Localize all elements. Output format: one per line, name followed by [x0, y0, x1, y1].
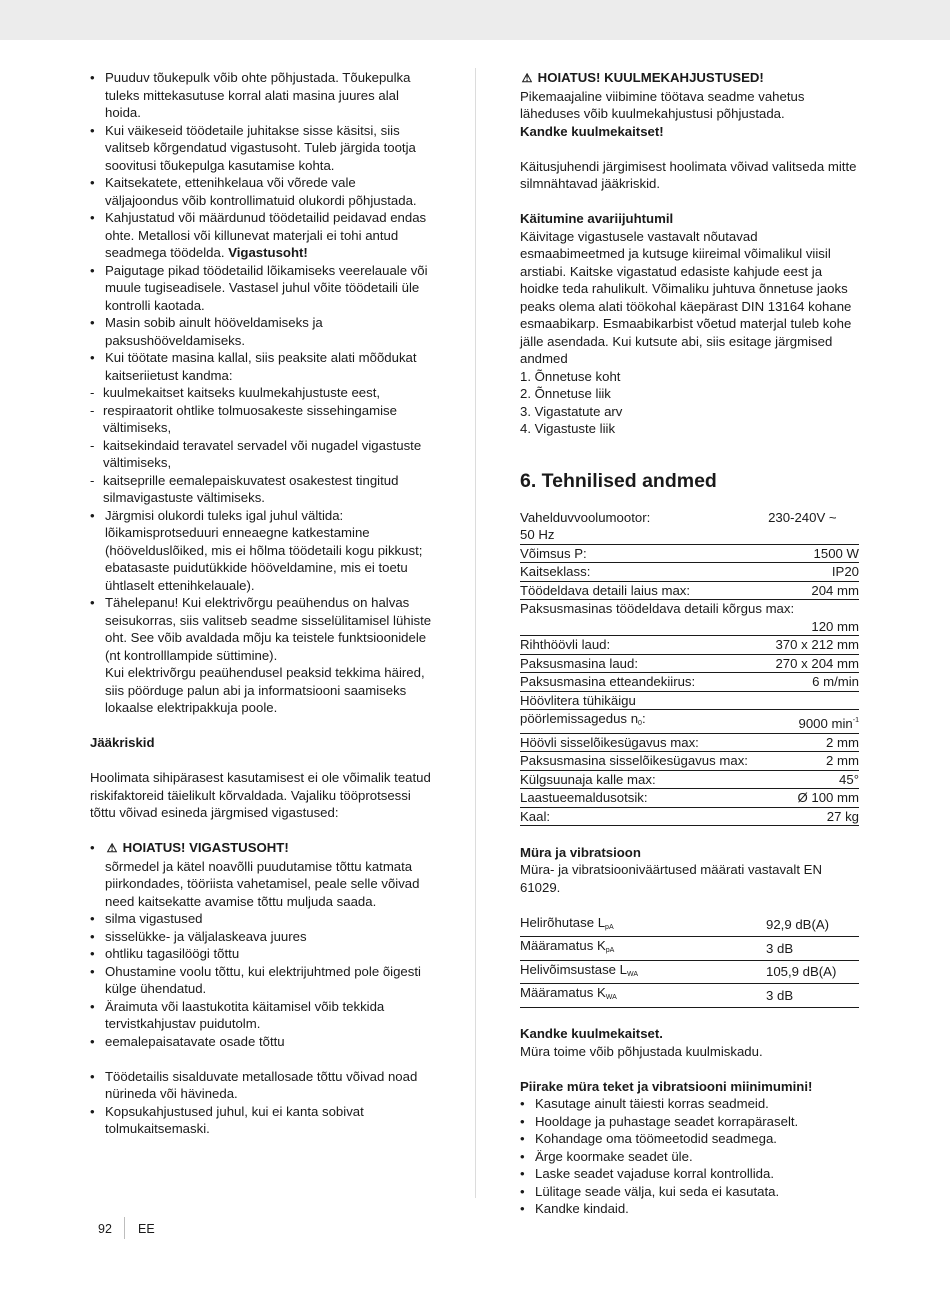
emergency-item: 1. Õnnetuse koht — [520, 368, 621, 384]
spec-value: 50 Hz — [520, 526, 859, 544]
list-item-text: sõrmedel ja kätel noavõlli puudutamise tõttu katmata piirkondades, tööriista vahetamisel, peale selle võivad need kaitsekatte avamise tõttu muljuda saada. — [105, 858, 420, 909]
list-item: • Kandke kindaid. — [520, 1200, 860, 1218]
table-row — [520, 509, 859, 527]
list-item: • Kopsukahjustused juhul, kui ei kanta sobivat tolmukaitsemaski. — [90, 1103, 432, 1138]
list-item: • Paigutage pikad töödetailid lõikamiseks veerelauale või muule tugiseadisele. Vastasel juhul võite töödetaili üle kontrolli kaotada. — [90, 262, 432, 315]
spec-value: 204 mm — [768, 581, 859, 600]
spec-label: Vahelduvvoolumootor: — [520, 509, 651, 525]
spec-value: Ø 100 mm — [768, 789, 859, 808]
list-item: • Masin sobib ainult hööveldamiseks ja paksushööveldamiseks. — [90, 314, 432, 349]
noise-value: 105,9 dB(A) — [766, 960, 859, 984]
spec-value: 270 x 204 mm — [768, 654, 859, 673]
noise-label: Määramatus $K_{pA}$ — [520, 937, 766, 961]
table-row — [520, 914, 859, 937]
spec-label: Paksusmasina laud: — [520, 654, 768, 673]
spec-label: Paksusmasina sisselõikesügavus max: — [520, 752, 768, 771]
language-code: EE — [138, 1222, 155, 1236]
warning-title: HOIATUS! VIGASTUSOHT! — [122, 840, 289, 855]
dash-item: - kuulmekaitset kaitseks kuulmekahjustuste eest, — [90, 384, 432, 402]
list-item: • sisselükke- ja väljalaskeava juures — [90, 928, 432, 946]
list-item: • eemalepaisatavate osade tõttu — [90, 1033, 432, 1051]
list-item: • Kaitsekatete, ettenihkelaua või võrede vale väljajoondus võib kontrollimatuid olukordi põhjustada. — [90, 174, 432, 209]
list-item: • Kui väikeseid töödetaile juhitakse sisse käsitsi, siis valitseb kõrgendatud vigastusoht. Tuleb järgida tootja soovitusi tõukepulga kasutamise kohta. — [90, 122, 432, 175]
spec-value: 230-240V ~ — [768, 509, 837, 525]
left-column — [90, 69, 432, 1138]
dash-item: - kaitsekindaid teravatel servadel või nugadel vigastuste vältimiseks, — [90, 437, 432, 472]
list-item: • Äraimuta või laastukotita käitamisel võib tekkida tervistkahjustav puidutolm. — [90, 998, 432, 1033]
spec-label: Paksusmasina etteandekiirus: — [520, 673, 768, 692]
list-item: • Kasutage ainult täiesti korras seadmeid. — [520, 1095, 860, 1113]
table-row — [520, 654, 859, 673]
list-item — [90, 594, 432, 717]
table-row — [520, 636, 859, 655]
list-item-text: Kahjustatud või määrdunud töödetailid peidavad endas ohte. Metallosi või killunevat materjali ei tohi antud seadmega töödelda. — [105, 210, 427, 260]
spec-value: 2 mm — [768, 733, 859, 752]
specs-table — [520, 509, 859, 827]
right-column — [520, 69, 860, 1218]
protective-gear-list — [90, 384, 432, 507]
warning-icon: ⚠ — [521, 71, 533, 85]
injury-warning: Vigastusoht! — [228, 245, 308, 260]
column-divider — [475, 68, 476, 1198]
protection-heading: Kandke kuulmekaitset. — [520, 1026, 663, 1041]
hidden-risks-text: Käitusjuhendi järgimisest hoolimata võivad valitseda mitte silmnähtavad jääkriskid. — [520, 158, 857, 191]
table-row — [520, 789, 859, 808]
emergency-heading: Käitumine avariijuhtumil — [520, 211, 674, 226]
noise-value: 3 dB — [766, 984, 859, 1008]
table-row — [520, 544, 859, 563]
hearing-warning-title: ⚠ HOIATUS! KUULMEKAHJUSTUSED! — [520, 69, 860, 88]
table-row — [520, 563, 859, 582]
spec-value: 2 mm — [768, 752, 859, 771]
emergency-item: 2. Õnnetuse liik — [520, 386, 611, 401]
safety-bullets — [90, 69, 432, 717]
spec-label: Kaitseklass: — [520, 563, 768, 582]
noise-label: Määramatus $K_{WA}$ — [520, 984, 766, 1008]
minimize-heading: Piirake müra teket ja vibratsiooni miinimumini! — [520, 1078, 813, 1094]
spec-label: Laastueemaldusotsik: — [520, 789, 768, 808]
list-item-text: Kui töötate masina kallal, siis peaksite alati mõõdukat kaitseriietust kandma: — [105, 350, 417, 383]
top-bar — [0, 0, 950, 40]
list-item: • Laske seadet vajaduse korral kontrollida. — [520, 1165, 860, 1183]
residual-risks-text: Hoolimata sihipärasest kasutamisest ei ole võimalik teatud riskifaktoreid täielikult kõrvaldada. Vajaliku tööprotsessi tõttu võivad esineda järgmised vigastused: — [90, 770, 431, 820]
spec-label: Höövli sisselõikesügavus max: — [520, 733, 768, 752]
minimize-list — [520, 1095, 860, 1218]
table-row — [520, 984, 859, 1008]
spec-label: Külgsuunaja kalle max: — [520, 770, 768, 789]
list-item: • Töödetailis sisalduvate metallosade tõttu võivad noad nürineda või hävineda. — [90, 1068, 432, 1103]
table-row — [520, 600, 859, 618]
table-row — [520, 581, 859, 600]
spec-label: Töödeldava detaili laius max: — [520, 581, 768, 600]
page-number: 92 — [98, 1222, 112, 1236]
emergency-text: Käivitage vigastusele vastavalt nõutavad esmaabimeetmed ja kutsuge kiireimal võimalikul viisil arstiabi. Kaitske vigastatud edasiste kahjude eest ja hoidke teda rahulikult. Võimaliku juhtuva õnnetuse jaoks peaks olema alati töökohal käepärast DIN 13164 kohane esmaabikarp. Esmaabikarbist võetud materjal tuleb kohe jälle asendada. Kui kutsute abi, siis esitage järgmised andmed — [520, 228, 852, 366]
list-item: • Hooldage ja puhastage seadet korrapäraselt. — [520, 1113, 860, 1131]
table-row — [520, 807, 859, 826]
spec-value: 45° — [768, 770, 859, 789]
list-item: • Ohustamine voolu tõttu, kui elektrijuhtmed pole õigesti külge ühendatud. — [90, 963, 432, 998]
residual-risks-heading: Jääkriskid — [90, 735, 155, 750]
hearing-protection-note: Kandke kuulmekaitset! — [520, 123, 664, 139]
list-item-text: Kui elektrivõrgu peaühendusel peaksid tekkima häired, siis pöörduge palun abi ja informatsiooni saamiseks lokaalse elektripakkuja poole. — [105, 665, 425, 715]
list-item — [90, 209, 432, 262]
injury-list-2 — [90, 1068, 432, 1138]
noise-label: Helivõimsustase $L_{WA}$ — [520, 960, 766, 984]
spec-label: Kaal: — [520, 807, 768, 826]
list-item: • Lülitage seade välja, kui seda ei kasutata. — [520, 1183, 860, 1201]
emergency-item: 4. Vigastuste liik — [520, 421, 616, 436]
spec-value: 370 x 212 mm — [768, 636, 859, 655]
noise-heading: Müra ja vibratsioon — [520, 844, 641, 860]
section-title: 6. Tehnilised andmed — [520, 469, 717, 492]
spec-label: Höövlitera tühikäigu — [520, 691, 859, 710]
table-row — [520, 673, 859, 692]
list-item-text: • Tähelepanu! Kui elektrivõrgu peaühendus on halvas seisukorras, siis valitseb seadme sisselülitamisel lühiste oht. See võib avaldada mõju ka teistele funktsioonidele (nt kontrolllampide süttimine). — [105, 595, 432, 663]
dash-item: - respiraatorit ohtlike tolmuosakeste sissehingamise vältimiseks, — [90, 402, 432, 437]
protection-text: Müra toime võib põhjustada kuulmiskadu. — [520, 1043, 763, 1059]
emergency-item: 3. Vigastatute arv — [520, 403, 623, 419]
spec-value: IP20 — [768, 563, 859, 582]
table-row — [520, 710, 859, 734]
spec-label: Rihthöövli laud: — [520, 636, 768, 655]
noise-label: Helirõhutase $L_{pA}$ — [520, 914, 766, 937]
spec-label: Võimsus P: — [520, 544, 768, 563]
list-item: • ohtliku tagasilöögi tõttu — [90, 945, 432, 963]
spec-label: Paksusmasinas töödeldava detaili kõrgus max: — [520, 601, 795, 616]
table-row — [520, 526, 859, 544]
warning-icon: ⚠ — [106, 841, 118, 855]
spec-label: pöörlemissagedus $n_0$: — [520, 710, 768, 734]
table-row — [520, 937, 859, 961]
list-item — [90, 839, 432, 910]
dash-item: - kaitseprille eemalepaiskuvatest osakestest tingitud silmavigastuste vältimiseks. — [90, 472, 432, 507]
spec-value: 1500 W — [768, 544, 859, 563]
hearing-warning-text: Pikemaajaline viibimine töötava seadme vahetus läheduses võib kuulmekahjustusi põhjustada. — [520, 88, 805, 121]
table-row — [520, 618, 859, 636]
spec-value: 120 mm — [768, 618, 859, 636]
spec-value: 27 kg — [768, 807, 859, 826]
list-item: • silma vigastused — [90, 910, 432, 928]
noise-table — [520, 914, 859, 1008]
noise-value: 92,9 dB(A) — [766, 914, 859, 937]
list-item: • Ärge koormake seadet üle. — [520, 1148, 860, 1166]
list-item: • Puuduv tõukepulk võib ohte põhjustada. Tõukepulka tuleks mittekasutuse korral alati masina juures alal hoida. — [90, 69, 432, 122]
list-item — [90, 349, 432, 507]
table-row — [520, 960, 859, 984]
injury-list — [90, 839, 432, 1050]
table-row — [520, 770, 859, 789]
spec-value: 6 m/min — [768, 673, 859, 692]
table-row — [520, 733, 859, 752]
noise-text: Müra- ja vibratsiooniväärtused määrati vastavalt EN 61029. — [520, 862, 822, 895]
table-row — [520, 691, 859, 710]
list-item: • Kohandage oma töömeetodid seadmega. — [520, 1130, 860, 1148]
footer-divider — [124, 1217, 125, 1239]
noise-value: 3 dB — [766, 937, 859, 961]
table-row — [520, 752, 859, 771]
list-item: • Järgmisi olukordi tuleks igal juhul vältida: lõikamisprotseduuri enneaegne katkestamine (höövelduslõiked, mis ei hõlma töödetaili kogu pikkust; ebatasaste puidutükkide hööveldamine, mis ei toetu ühtlaselt ettenihkelauale). — [90, 507, 432, 595]
spec-value: 9000 $\min^{-1}$ — [768, 710, 859, 734]
